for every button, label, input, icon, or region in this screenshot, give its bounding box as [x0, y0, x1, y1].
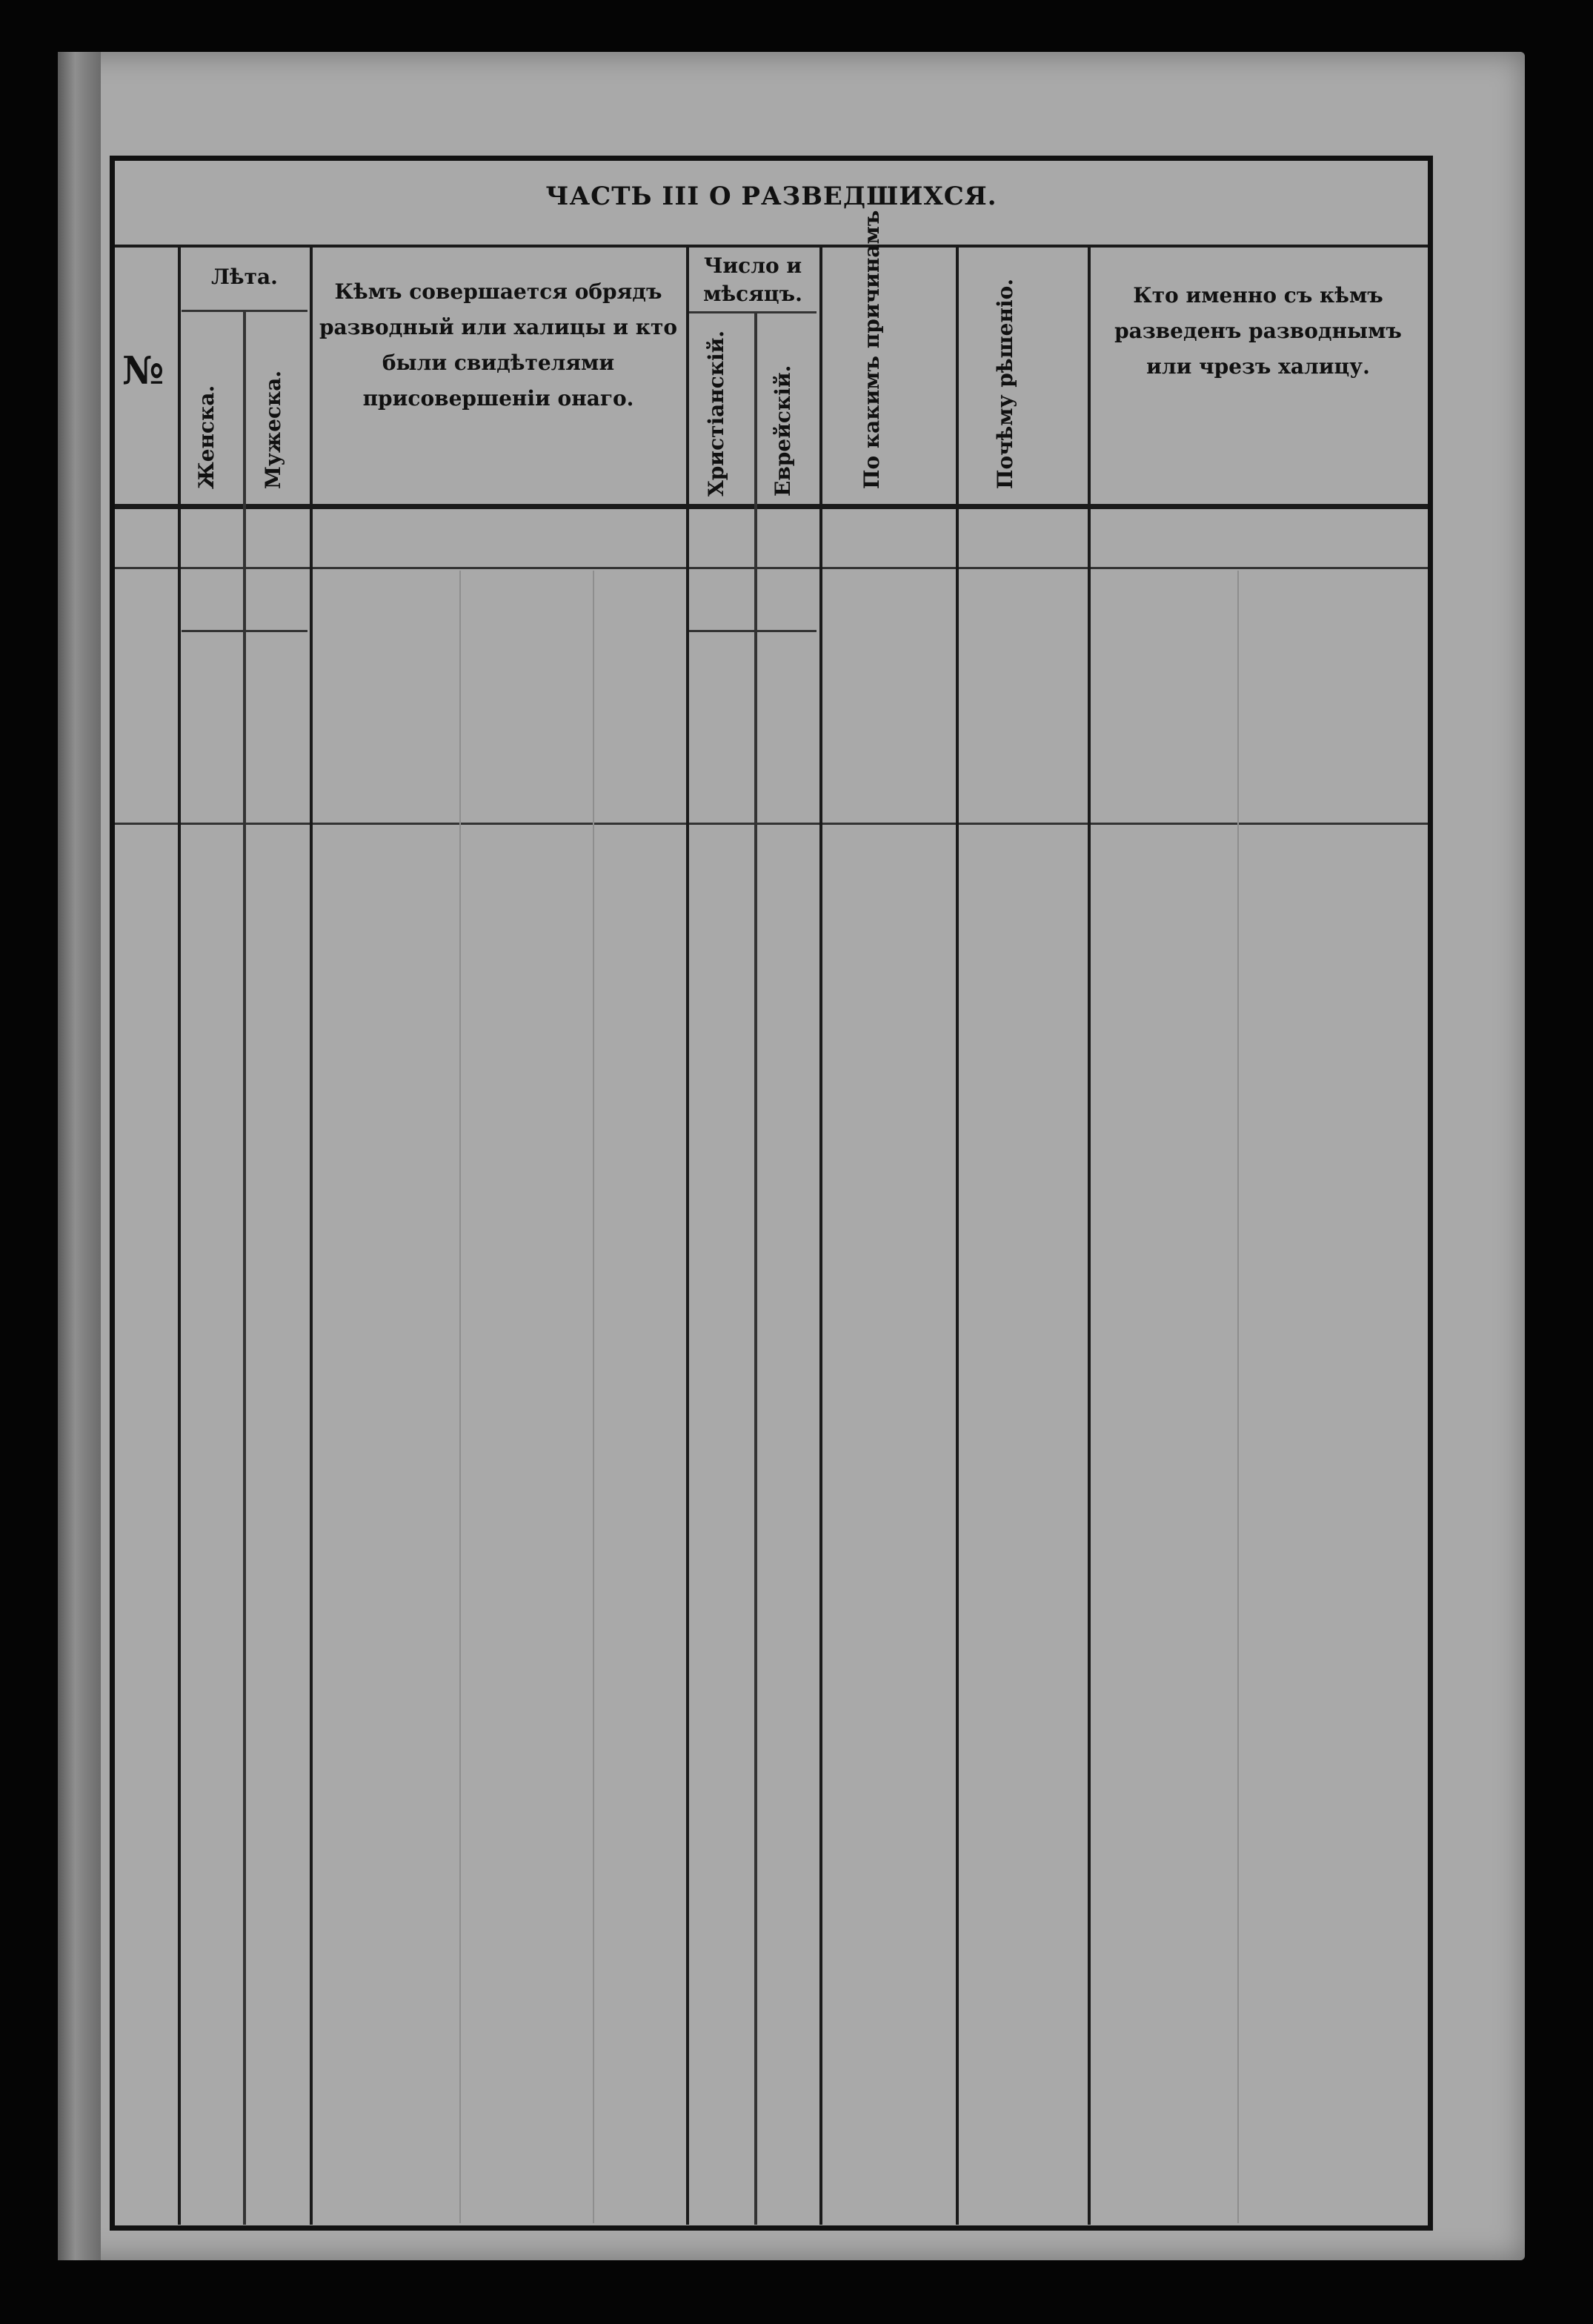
book-spine	[58, 52, 101, 2260]
col-rule-8	[1088, 248, 1091, 2225]
date-split-rule-lower	[689, 630, 817, 632]
parties-header: Кто именно съ кѣмъ разведенъ разводнымъ или чрезъ халицу.	[1114, 283, 1402, 379]
age-female-header: Женска.	[194, 385, 219, 489]
col-rule-6	[819, 248, 822, 2225]
col-rule-1	[178, 248, 181, 2225]
age-male-header: Мужеска.	[261, 370, 285, 489]
faint-rule-3	[1237, 571, 1239, 2223]
date-jewish-header: Еврейскій.	[771, 365, 795, 497]
date-header: Число и мѣсяцъ.	[703, 253, 802, 306]
decision-header: Почѣму рѣшеніо.	[993, 278, 1017, 489]
age-header: Лѣта.	[211, 265, 278, 289]
date-christian-header: Христіанскій.	[704, 330, 728, 497]
faint-rule-1	[459, 571, 461, 2223]
number-header: №	[122, 348, 164, 394]
reasons-header: По какимъ причинамъ	[859, 210, 884, 489]
officiant-header: Кѣмъ совершается обрядъ разводный или халицы и кто были свидѣтелями присовершеніи онаго.	[319, 279, 678, 411]
col-rule-2	[243, 311, 246, 2225]
col-rule-3	[310, 248, 313, 2225]
faint-rule-2	[593, 571, 594, 2223]
page-title: ЧАСТЬ III О РАЗВЕДШИХСЯ.	[545, 182, 997, 211]
date-split-rule	[689, 311, 817, 313]
col-rule-5	[754, 311, 757, 2225]
col-rule-4	[686, 248, 689, 2225]
col-rule-7	[956, 248, 959, 2225]
